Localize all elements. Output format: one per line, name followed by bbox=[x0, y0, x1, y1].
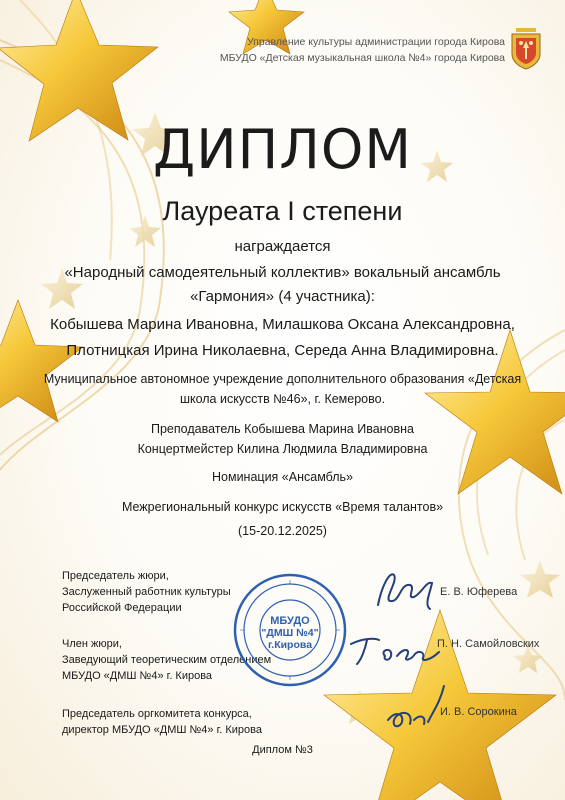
stamp-text-2: "ДМШ №4" bbox=[261, 627, 319, 639]
recipient-line-1: «Народный самодеятельный коллектив» вокальный ансамбль bbox=[64, 264, 501, 281]
awarded-text: награждается bbox=[234, 238, 331, 255]
signature-role-line: Председатель оргкомитета конкурса, bbox=[62, 708, 252, 720]
institution-line-2: школа искусств №46», г. Кемерово. bbox=[179, 392, 386, 406]
signature-role-line: директор МБУДО «ДМШ №4» г. Кирова bbox=[62, 724, 262, 736]
nomination-line: Номинация «Ансамбль» bbox=[212, 470, 353, 484]
signature-role-line: Член жюри, bbox=[62, 638, 122, 650]
signature-role-line: Российской Федерации bbox=[62, 602, 182, 614]
header-school: МБУДО «Детская музыкальная школа №4» города Кирова bbox=[219, 52, 505, 64]
signature-block-jury-chair bbox=[62, 568, 231, 616]
recipient-line-4: Плотницкая Ирина Николаевна, Середа Анна Владимировна. bbox=[66, 342, 499, 359]
signature-block-organizer bbox=[62, 706, 262, 738]
signature-name-jury-member: П. Н. Самойловских bbox=[437, 638, 540, 650]
signature-role-line: МБУДО «ДМШ №4» г. Кирова bbox=[62, 670, 213, 682]
handwritten-signature-1 bbox=[370, 565, 440, 615]
stamp-text-1: МБУДО bbox=[270, 615, 310, 627]
teacher-line: Преподаватель Кобышева Марина Ивановна bbox=[151, 422, 414, 436]
signature-role-line: Заведующий теоретическим отделением bbox=[62, 654, 272, 666]
header-department: Управление культуры администрации города Кирова bbox=[246, 36, 505, 48]
accompanist-line: Концертмейстер Килина Людмила Владимировна bbox=[137, 442, 428, 456]
signature-name-jury-chair: Е. В. Юферева bbox=[440, 586, 518, 598]
handwritten-signature-2 bbox=[345, 630, 445, 670]
official-stamp bbox=[232, 572, 348, 688]
handwritten-signature-3 bbox=[380, 680, 450, 740]
diploma-number: Диплом №3 bbox=[252, 744, 313, 756]
city-coat-of-arms bbox=[510, 26, 542, 70]
stamp-text-3: г.Кирова bbox=[267, 639, 313, 651]
signature-role-line: Председатель жюри, bbox=[62, 570, 169, 582]
institution-line-1: Муниципальное автономное учреждение дополнительного образования «Детская bbox=[43, 372, 522, 386]
signature-name-organizer: И. В. Сорокина bbox=[440, 706, 517, 718]
recipient-line-3: Кобышева Марина Ивановна, Милашкова Оксана Александровна, bbox=[50, 316, 515, 333]
contest-name: Межрегиональный конкурс искусств «Время талантов» bbox=[121, 500, 444, 514]
recipient-line-2: «Гармония» (4 участника): bbox=[190, 288, 375, 305]
diploma-title: ДИПЛОМ bbox=[153, 118, 412, 181]
contest-dates: (15-20.12.2025) bbox=[238, 524, 327, 538]
signature-role-line: Заслуженный работник культуры bbox=[62, 586, 231, 598]
diploma-subtitle: Лауреата I степени bbox=[162, 196, 403, 226]
